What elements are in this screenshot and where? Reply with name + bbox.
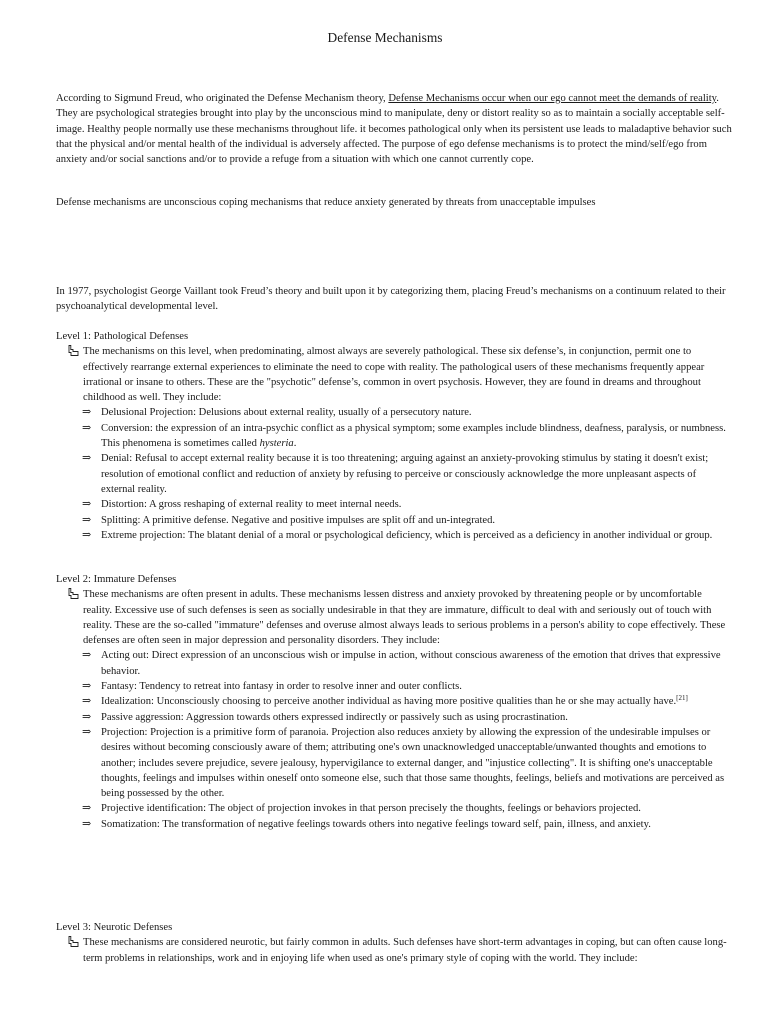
level-2-list [56,648,732,832]
level-1-description [56,344,732,405]
intro-underlined-definition: Defense Mechanisms occur when our ego cannot meet the demands of reality [388,93,717,104]
level-2-title: Level 2: Immature Defenses [56,574,177,585]
level-1-title: Level 1: Pathological Defenses [56,331,189,342]
list-item: ⇒ Splitting: A primitive defense. Negative and positive impulses are split off and un-integrated. [56,513,732,528]
intro-text-rest: . They are psychological strategies brought into play by the unconscious mind to manipulate, deny or distort reality so as to maintain a socially acceptable self-image. Healthy people normally use these mechanisms throughout life. it becomes pathological only when its persistent use leads to maladaptive behavior such that the physical and/or mental health of the individual is adversely affected. The purpose of ego defense mechanisms is to protect the mind/self/ego from anxiety and/or social sanctions and/or to provide a refuge from a situation with which one cannot currently cope. [56,93,732,166]
list-item: ⇒ Passive aggression: Aggression towards others expressed indirectly or passively such as using procrastination. [56,710,732,725]
level-3-description-text: These mechanisms are considered neurotic, but fairly common in adults. Such defenses have short-term advantages in coping, but can often cause long-term problems in relationships, work and in enjoying life when used as one's primary style of coping with the world. They include: [83,937,727,964]
double-arrow-icon: ⇒ [82,498,92,511]
list-item: ⇒ Denial: Refusal to accept external reality because it is too threatening; arguing against an anxiety-provoking stimulus by stating it doesn't exist; resolution of emotional conflict and reduction of anxiety by refusing to perceive or consciously acknowledge the more unpleasant aspects of external reality. [82,452,709,495]
double-arrow-icon: ⇒ [82,802,92,815]
double-arrow-icon: ⇒ [82,406,92,419]
level-2-description [56,587,732,648]
definition-paragraph: Defense mechanisms are unconscious coping mechanisms that reduce anxiety generated by threats from unacceptable impulses [56,197,596,208]
level-3-title: Level 3: Neurotic Defenses [56,922,173,933]
hand-pointer-icon [66,587,80,602]
list-item: ⇒ Projective identification: The object of projection invokes in that person precisely the thoughts, feelings or behaviors projected. [56,801,732,816]
list-item: ⇒ Conversion: the expression of an intra-psychic conflict as a physical symptom; some examples include blindness, deafness, paralysis, or numbness. This phenomena is sometimes called hysteria. [82,421,726,450]
double-arrow-icon: ⇒ [82,725,92,738]
list-item: ⇒ Projection: Projection is a primitive form of paranoia. Projection also reduces anxiety by allowing the expression of the undesirable impulses or desires without becoming consciously aware of them; attributing one's own unacknowledged unacceptable/unwanted thoughts and emotions to another; includes severe prejudice, severe jealousy, hypervigilance to external danger, and "injustice collecting". It is shifting one's unacceptable thoughts, feelings and impulses within oneself onto someone else, such that those same thoughts, feelings, beliefs and motivations are perceived as being possessed by the other. [82,725,725,800]
vaillant-paragraph: In 1977, psychologist George Vaillant took Freud’s theory and built upon it by categorizing them, placing Freud’s mechanisms on a continuum related to their psychoanalytical developmental level. [56,286,726,313]
conversion-text: Conversion: the expression of an intra-psychic conflict as a physical symptom; some examples include blindness, deafness, paralysis, or numbness. This phenomena is sometimes called [101,422,726,450]
double-arrow-icon: ⇒ [82,817,92,830]
double-arrow-icon: ⇒ [82,513,92,526]
double-arrow-icon: ⇒ [82,710,92,723]
level-2-description-text: These mechanisms are often present in adults. These mechanisms lessen distress and anxiety provoked by threatening people or by uncomfortable reality. Excessive use of such defenses is seen as socially undesirable in that they are immature, difficult to deal with and seriously out of touch with reality. These are the so-called "immature" defenses and overuse almost always leads to serious problems in a person's ability to cope effectively. These defenses are often seen in major depression and personality disorders. They include: [83,589,726,647]
hand-pointer-icon [66,935,80,950]
list-item: ⇒ Somatization: The transformation of negative feelings towards others into negative feelings toward self, pain, illness, and anxiety. [56,817,732,832]
double-arrow-icon: ⇒ [82,421,92,434]
level-3-section [56,920,732,966]
list-item: ⇒ Acting out: Direct expression of an unconscious wish or impulse in action, without conscious awareness of the emotion that drives that expressive behavior. [82,649,721,677]
page-title: Defense Mechanisms [327,30,443,45]
hand-pointer-icon [66,344,80,359]
level-3-description [56,935,732,966]
idealization-text: Idealization: Unconsciously choosing to perceive another individual as having more positive qualities than he or she may actually have. [101,696,677,708]
list-item [56,694,732,709]
double-arrow-icon: ⇒ [82,452,92,465]
level-1-description-text: The mechanisms on this level, when predominating, almost always are severely pathological. These six defense’s, in conjunction, permit one to effectively rearrange external experiences to eliminate the need to cope with reality. The pathological users of these mechanisms frequently appear irrational or insane to others. These are the "psychotic" defense’s, common in overt psychosis. However, they are found in dreams and throughout childhood as well. They include: [83,346,705,404]
intro-text-start: According to Sigmund Freud, who originated the Defense Mechanism theory, [56,93,389,104]
double-arrow-icon: ⇒ [82,528,92,541]
list-item: ⇒ Extreme projection: The blatant denial of a moral or psychological deficiency, which is perceived as a deficiency in another individual or group. [56,528,732,543]
double-arrow-icon: ⇒ [82,649,92,662]
list-item: ⇒ Distortion: A gross reshaping of external reality to meet internal needs. [56,497,732,512]
level-2-section [56,572,732,832]
level-1-list [56,405,732,543]
conversion-term: hysteria [259,438,294,450]
list-item: ⇒ Delusional Projection: Delusions about external reality, usually of a persecutory nature. [56,405,732,420]
double-arrow-icon: ⇒ [82,695,92,708]
intro-paragraph [56,91,732,167]
list-item: ⇒ Fantasy: Tendency to retreat into fantasy in order to resolve inner and outer conflicts. [56,679,732,694]
double-arrow-icon: ⇒ [82,680,92,693]
footnote-reference: [21] [676,694,688,703]
level-1-section [56,329,732,543]
